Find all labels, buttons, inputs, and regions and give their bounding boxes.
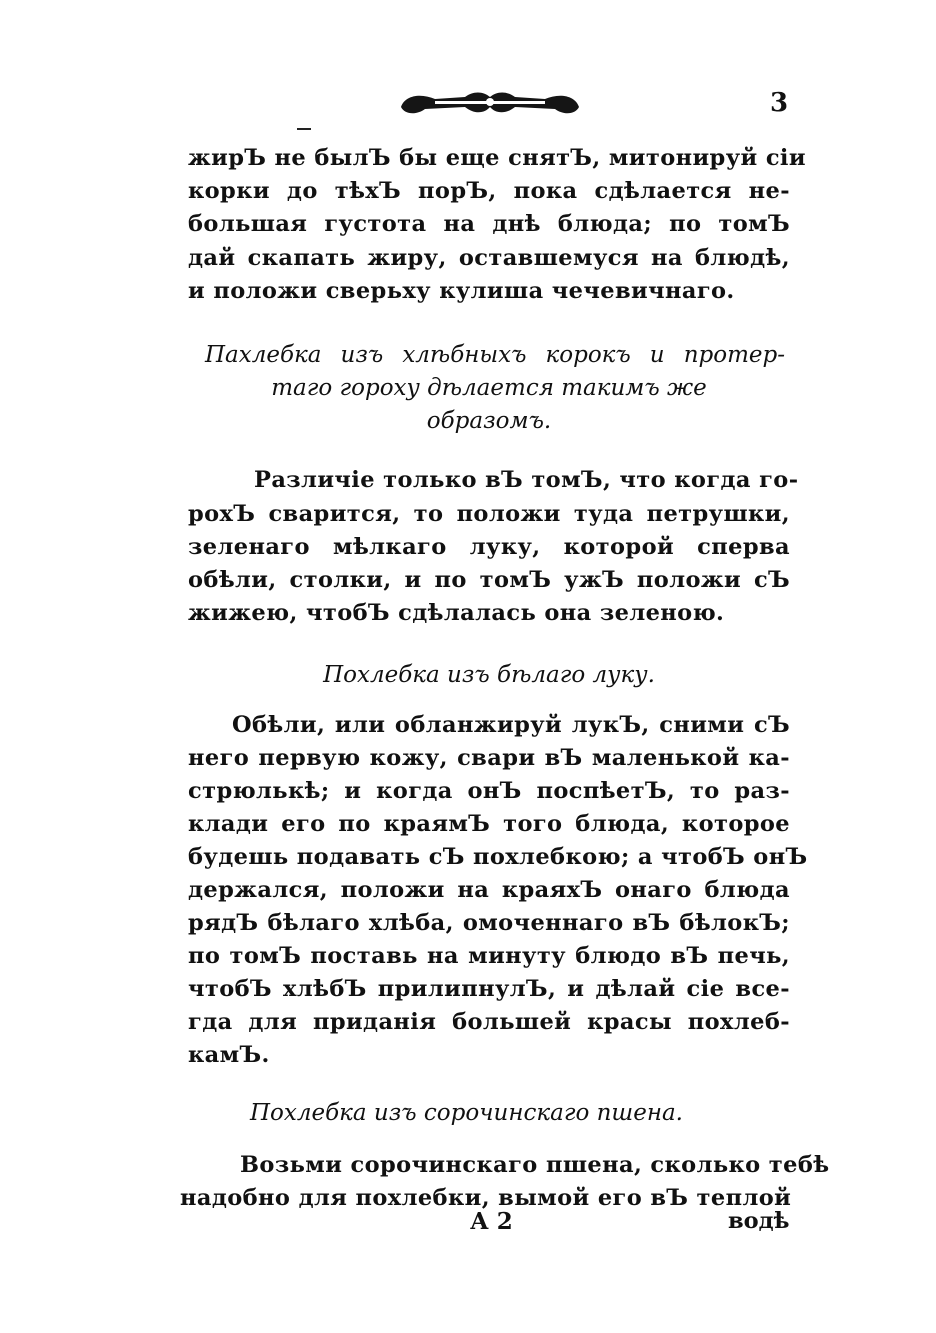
recipe-heading: Похлебка изъ сорочинскаго пшена. xyxy=(250,1100,683,1126)
text-line: чтобЪ хлѣбЪ прилипнулЪ, и дѣлай сіе все- xyxy=(188,976,790,1002)
ornamental-headpiece-icon xyxy=(395,85,585,121)
text-line: клади его по краямЪ того блюда, которое xyxy=(188,811,790,837)
text-line: Различіе только вЪ томЪ, что когда го- xyxy=(254,467,799,493)
text-line: корки до тѣхЪ порЪ, пока сдѣлается не- xyxy=(188,178,790,204)
recipe-heading: таго гороху дѣлается такимъ же xyxy=(271,375,707,401)
page-number: 3 xyxy=(770,88,789,118)
text-line: большая густота на днѣ блюда; по томЪ xyxy=(188,211,790,237)
text-line: надобно для похлебки, вымой его вЪ теплой xyxy=(180,1185,792,1211)
recipe-heading: Пахлебка изъ хлѣбныхъ корокъ и протер- xyxy=(205,342,785,368)
text-line: зеленаго мѣлкаго луку, которой сперва xyxy=(188,534,790,560)
text-line: гда для приданія большей красы похлеб- xyxy=(188,1009,790,1035)
text-line: обѣли, столки, и по томЪ ужЪ положи сЪ xyxy=(188,567,790,593)
text-line: стрюлькѣ; и когда онЪ поспѣетЪ, то раз- xyxy=(188,778,790,804)
text-line: будешь подавать сЪ похлебкою; а чтобЪ онЪ xyxy=(188,844,808,870)
text-line: Обѣли, или обланжируй лукЪ, сними сЪ xyxy=(232,712,790,738)
text-line: жирЪ не былЪ бы еще снятЪ, митонируй сіи xyxy=(188,145,806,171)
text-line: рохЪ сварится, то положи туда петрушки, xyxy=(188,501,790,527)
signature-mark: А 2 xyxy=(470,1208,513,1235)
text-line: камЪ. xyxy=(188,1042,270,1068)
text-line: дай скапать жиру, оставшемуся на блюдѣ, xyxy=(188,245,790,271)
text-line: жижею, чтобЪ сдѣлалась она зеленою. xyxy=(188,600,725,626)
text-line: Возьми сорочинскаго пшена, сколько тебѣ xyxy=(240,1152,830,1178)
recipe-heading: образомъ. xyxy=(426,408,552,434)
print-mark xyxy=(297,128,311,130)
text-line: по томЪ поставь на минуту блюдо вЪ печь, xyxy=(188,943,790,969)
text-line: и положи сверьху кулиша чечевичнаго. xyxy=(188,278,735,304)
text-line: него первую кожу, свари вЪ маленькой ка- xyxy=(188,745,790,771)
text-line: держался, положи на краяхЪ онаго блюда xyxy=(188,877,790,903)
text-line: рядЪ бѣлаго хлѣба, омоченнаго вЪ бѣлокЪ; xyxy=(188,910,790,936)
catchword: водѣ xyxy=(728,1208,790,1234)
recipe-heading: Похлебка изъ бѣлаго луку. xyxy=(323,662,655,688)
